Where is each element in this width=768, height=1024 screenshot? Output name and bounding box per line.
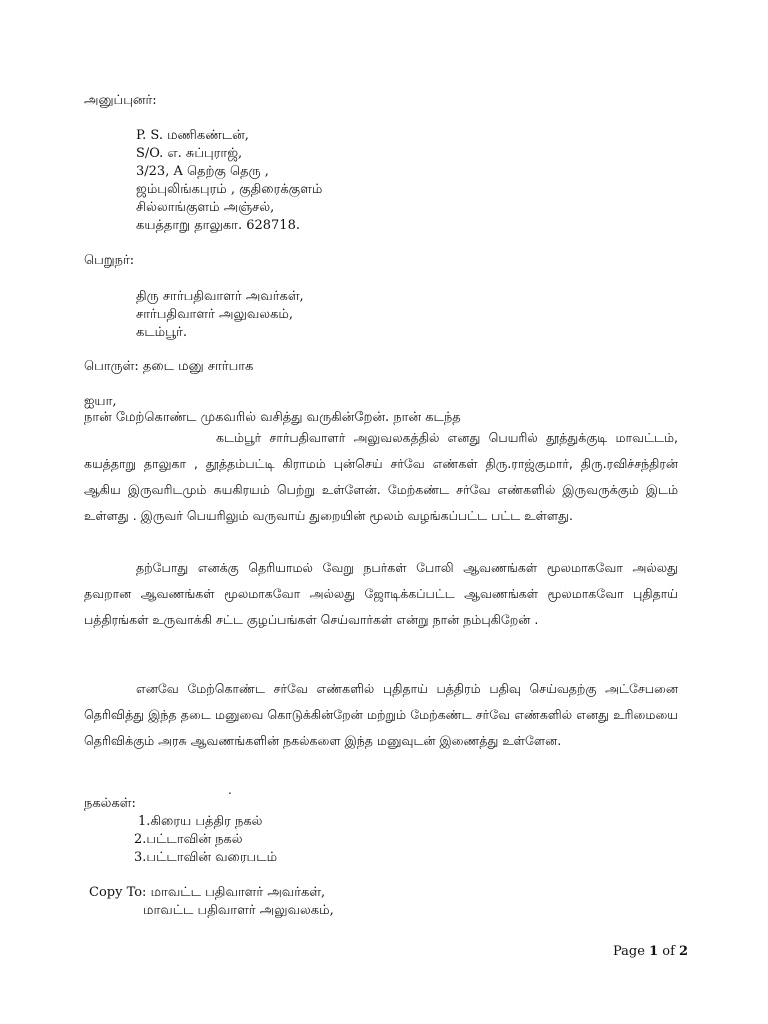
recipient-title: திரு சார்பதிவாளர் அவர்கள், <box>136 289 304 304</box>
salutation: ஐயா, <box>84 394 117 409</box>
copy-to-label: Copy To: <box>89 885 147 900</box>
recipient-place: கடம்பூர். <box>136 325 188 340</box>
sender-name: P. S. மணிகண்டன், <box>136 128 249 143</box>
para1-text: கடம்பூர் சார்பதிவாளர் அலுவலகத்தில் எனது பெயரில் தூத்துக்குடி மாவட்டம், கயத்தாறு தாலுகா , தூத்தம்பட்டி கிராமம் புன்செய் சர்வே எண்கள் திரு.ராஜ்குமார், திரு.ரவிச்சந்திரன் ஆகிய இருவரிடமும் சுயகிரயம் பெற்று உள்ளேன். மேற்கண்ட சர்வே எண்களில் இருவருக்கும் இடம் உள்ளது . இருவர் பெயரிலும் வருவாய் துறையின் மூலம் வழங்கப்பட்ட பட்ட உள்ளது. <box>84 430 678 523</box>
page-word: Page <box>613 944 645 959</box>
body-paragraph-3 <box>84 676 678 754</box>
of-word: of <box>662 944 675 959</box>
copy-item-1: 1.கிரைய பத்திர நகல் <box>138 814 263 829</box>
page-counter <box>613 944 688 959</box>
sender-post: சில்லாங்குளம் அஞ்சல், <box>136 200 275 215</box>
copy-item-3: 3.பட்டாவின் வரைபடம் <box>134 850 278 865</box>
body-paragraph-1 <box>84 425 678 529</box>
copy-to-recipient: மாவட்ட பதிவாளர் அவர்கள், <box>150 885 326 900</box>
sender-taluk: கயத்தாறு தாலுகா. 628718. <box>136 218 300 233</box>
sender-father: S/O. எ. சுப்புராஜ், <box>136 146 243 161</box>
para2-text: தற்போது எனக்கு தெரியாமல் வேறு நபர்கள் போலி ஆவணங்கள் மூலமாகவோ அல்லது தவறான ஆவணங்கள் மூலமாகவோ அல்லது ஜோடிக்கப்பட்ட ஆவணங்கள் மூலமாகவோ புதிதாய் பத்திரங்கள் உருவாக்கி சட்ட குழப்பங்கள் செய்வார்கள் என்று நான் நம்புகிறேன் . <box>84 560 678 627</box>
subject-line: பொருள்: தடை மனு சார்பாக <box>84 359 254 374</box>
copies-heading: நகல்கள்: <box>84 796 136 811</box>
recipient-office: சார்பதிவாளர் அலுவலகம், <box>136 307 293 322</box>
stray-dot: . <box>228 783 232 797</box>
recipient-heading: பெறுநர்: <box>84 253 135 268</box>
para3-text: எனவே மேற்கொண்ட சர்வே எண்களில் புதிதாய் பத்திரம் பதிவு செய்வதற்கு அட்சேபனை தெரிவித்து இந்த தடை மனுவை கொடுக்கின்றேன் மற்றும் மேற்கண்ட சர்வே எண்களில் எனது உரிமையை தெரிவிக்கும் அரசு ஆவணங்களின் நகல்களை இந்த மனுவுடன் இணைத்து உள்ளேன. <box>84 681 678 748</box>
sender-heading: அனுப்புனர்: <box>84 93 157 108</box>
page-current: 1 <box>649 944 659 959</box>
copy-to-office: மாவட்ட பதிவாளர் அலுவலகம், <box>143 903 334 918</box>
sender-street: 3/23, A தெற்கு தெரு , <box>136 164 269 179</box>
sender-village: ஜம்புலிங்கபுரம் , குதிரைக்குளம் <box>136 182 323 197</box>
body-paragraph-2 <box>84 555 678 633</box>
intro-line: நான் மேற்கொண்ட முகவரில் வசித்து வருகின்றேன். நான் கடந்த <box>84 410 461 425</box>
copy-to-line <box>89 884 325 901</box>
page-total: 2 <box>679 944 689 959</box>
copy-item-2: 2.பட்டாவின் நகல் <box>134 832 243 847</box>
